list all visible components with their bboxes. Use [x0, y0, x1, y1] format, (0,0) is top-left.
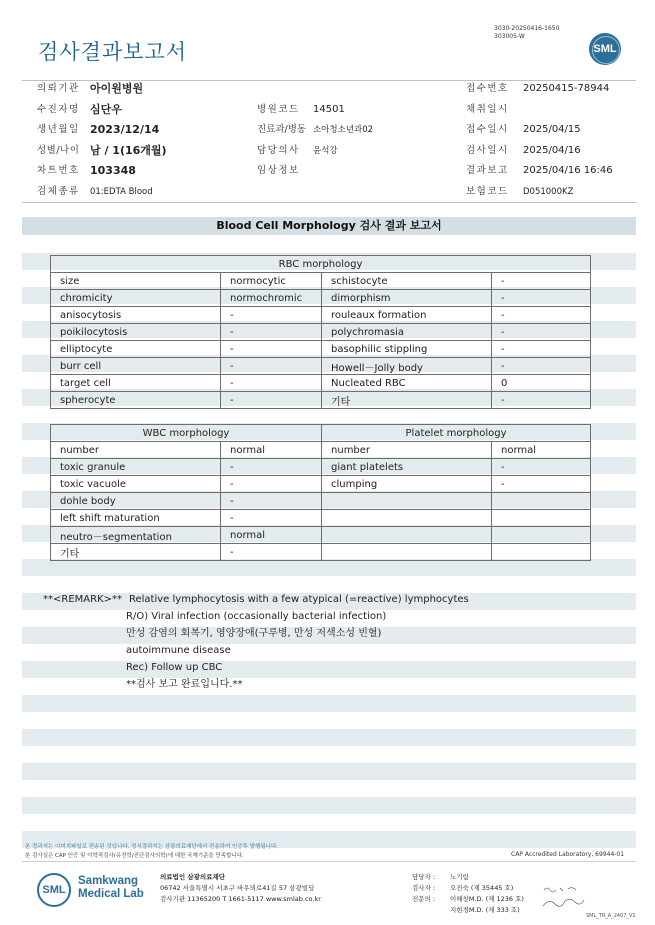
table-cell: - — [221, 459, 322, 476]
table-row — [51, 392, 591, 409]
footer-notice: 본 결과지는 이미지파일로 전송된 것입니다. 정식결과지는 삼광의료재단에서 전송하여 인증후 발행됩니다. — [25, 844, 279, 850]
document-code — [494, 25, 559, 41]
table-cell: - — [492, 341, 591, 358]
table-cell: size — [51, 273, 221, 290]
table-row — [51, 324, 591, 341]
table-cell — [322, 493, 492, 510]
table-cell: poikilocytosis — [51, 324, 221, 341]
remark-line: R/O) Viral infection (occasionally bacterial infection) — [126, 611, 387, 622]
value-specimen-type: 01:EDTA Blood — [90, 187, 153, 197]
table-cell: 기타 — [51, 544, 221, 561]
value-chart-number: 103348 — [90, 164, 136, 177]
value-birth-date: 2023/12/14 — [90, 123, 160, 136]
rbc-table-header: RBC morphology — [51, 256, 591, 273]
rbc-morphology-table — [50, 255, 591, 409]
info-row-4 — [0, 141, 655, 161]
remark-line: Rec) Follow up CBC — [126, 662, 223, 673]
value-department: 소아청소년과02 — [313, 125, 374, 135]
table-cell: dimorphism — [322, 290, 492, 307]
stripe — [22, 763, 636, 780]
remark-line: 만성 감염의 회복기, 영양장애(구루병, 만성 저색소성 빈혈) — [126, 628, 382, 639]
stripe — [22, 797, 636, 814]
table-cell: - — [221, 358, 322, 375]
remark-line: **검사 보고 완료입니다.** — [126, 679, 243, 690]
signatory-label: 전문의 : — [412, 895, 436, 903]
table-cell: - — [221, 324, 322, 341]
table-cell: neutro－segmentation — [51, 527, 221, 544]
label-result-report: 결과보고 — [466, 165, 509, 176]
table-cell: - — [221, 510, 322, 527]
label-sex-age: 성별/나이 — [37, 145, 80, 156]
stripe — [22, 695, 636, 712]
table-row — [51, 358, 591, 375]
table-cell: dohle body — [51, 493, 221, 510]
sml-logo-badge: SML — [589, 33, 621, 65]
table-cell: - — [492, 273, 591, 290]
wbc-table-header: WBC morphology — [51, 425, 322, 442]
table-row — [51, 510, 591, 527]
document-code-line1: 3030-20250416-1650 — [494, 25, 560, 32]
info-row-2 — [0, 100, 655, 120]
label-specimen-type: 검체종류 — [37, 186, 80, 197]
signatory-label: 담당자 : — [412, 873, 436, 881]
remark-line: Relative lymphocytosis with a few atypical (=reactive) lymphocytes — [129, 594, 469, 605]
table-cell: target cell — [51, 375, 221, 392]
address-line: 06742 서울특별시 서초구 바우뫼로41길 57 삼광빌딩 — [160, 884, 315, 892]
remark-line: autoimmune disease — [126, 645, 231, 656]
stripe — [22, 729, 636, 746]
table-cell: chromicity — [51, 290, 221, 307]
signatory-name: 이해창M.D. (제 1236 호) — [450, 895, 524, 903]
table-cell: - — [221, 307, 322, 324]
document-title: 검사결과보고서 — [38, 40, 188, 64]
form-code: SML_TR_A_2407_V1 — [586, 913, 636, 919]
table-row — [51, 476, 591, 493]
label-receipt-number: 접수번호 — [466, 83, 509, 94]
table-cell: normochromic — [221, 290, 322, 307]
table-cell — [322, 527, 492, 544]
table-cell: - — [221, 375, 322, 392]
table-cell: number — [51, 442, 221, 459]
table-cell: normocytic — [221, 273, 322, 290]
address-line: 의료법인 삼광의료재단 — [160, 873, 226, 881]
table-row — [51, 375, 591, 392]
table-cell: basophilic stippling — [322, 341, 492, 358]
value-result-report: 2025/04/16 16:46 — [523, 165, 613, 176]
label-test-datetime: 검사일시 — [466, 145, 509, 156]
table-cell — [492, 544, 591, 561]
value-insurance-code: D051000KZ — [523, 187, 574, 197]
table-cell: polychromasia — [322, 324, 492, 341]
signatory-name: 지현경M.D. (제 333 호) — [450, 906, 520, 914]
table-row — [51, 527, 591, 544]
table-cell: rouleaux formation — [322, 307, 492, 324]
table-cell: Howell－Jolly body — [322, 358, 492, 375]
info-row-1 — [0, 79, 655, 99]
table-cell: schistocyte — [322, 273, 492, 290]
signatory-name: 노기림 — [450, 873, 469, 881]
table-cell — [492, 493, 591, 510]
platelet-table-header: Platelet morphology — [322, 425, 591, 442]
cap-accreditation: CAP Accredited Laboratory, 69944-01 — [511, 851, 625, 858]
table-cell: left shift maturation — [51, 510, 221, 527]
table-cell: - — [492, 358, 591, 375]
remark-label: **<REMARK>** — [43, 594, 122, 605]
table-row — [51, 544, 591, 561]
sml-footer-logo: SML — [37, 873, 71, 907]
value-sex-age: 남 / 1(16개월) — [90, 144, 167, 157]
table-cell: - — [221, 493, 322, 510]
table-cell: normal — [221, 527, 322, 544]
table-cell: toxic vacuole — [51, 476, 221, 493]
table-cell: - — [221, 544, 322, 561]
table-row — [51, 459, 591, 476]
stripe — [22, 559, 636, 576]
label-insurance-code: 보험코드 — [466, 186, 509, 197]
table-cell: Nucleated RBC — [322, 375, 492, 392]
label-hospital-code: 병원코드 — [257, 104, 300, 115]
info-row-6 — [0, 182, 655, 202]
wbc-platelet-morphology-table — [50, 424, 591, 561]
value-hospital-code: 14501 — [313, 104, 345, 115]
table-row — [51, 493, 591, 510]
table-cell: 기타 — [322, 392, 492, 409]
label-department: 진료과/병동 — [257, 124, 307, 135]
divider — [22, 202, 636, 203]
table-cell: - — [492, 324, 591, 341]
value-patient-name: 심단우 — [90, 103, 122, 116]
table-cell: anisocytosis — [51, 307, 221, 324]
table-cell — [322, 510, 492, 527]
table-cell: normal — [221, 442, 322, 459]
handwritten-signature-icon — [540, 882, 590, 912]
label-receipt-datetime: 접수일시 — [466, 124, 509, 135]
label-attending-doctor: 담당의사 — [257, 145, 300, 156]
table-cell: - — [492, 459, 591, 476]
brand-line: Medical Lab — [78, 888, 144, 900]
footer-address — [160, 872, 321, 905]
table-row — [51, 442, 591, 459]
table-row — [51, 307, 591, 324]
table-row — [51, 273, 591, 290]
table-cell: burr cell — [51, 358, 221, 375]
table-row — [51, 341, 591, 358]
label-patient-name: 수진자명 — [37, 104, 80, 115]
value-test-datetime: 2025/04/16 — [523, 145, 581, 156]
table-cell: elliptocyte — [51, 341, 221, 358]
table-row — [51, 290, 591, 307]
table-cell: spherocyte — [51, 392, 221, 409]
table-cell: - — [492, 476, 591, 493]
report-title: Blood Cell Morphology 검사 결과 보고서 — [22, 217, 636, 235]
table-cell: - — [221, 476, 322, 493]
label-collection-datetime: 채취일시 — [466, 104, 509, 115]
stripe — [22, 661, 636, 678]
value-requesting-institution: 아이원병원 — [90, 82, 144, 95]
footer-notice: 본 검사실은 CAP 인증 및 이학적검사(유전학/진단검사의학)에 대한 국제기준을 만족합니다. — [25, 853, 244, 859]
table-cell — [322, 544, 492, 561]
label-birth-date: 생년월일 — [37, 124, 80, 135]
table-cell: - — [221, 392, 322, 409]
table-cell: number — [322, 442, 492, 459]
address-line: 검사기관 11365200 T 1661-5117 www.smlab.co.kr — [160, 895, 321, 903]
brand-line: Samkwang — [78, 875, 139, 887]
table-cell: - — [492, 392, 591, 409]
signatory-name: 오진숙 (제 35445 호) — [450, 884, 514, 892]
value-receipt-datetime: 2025/04/15 — [523, 124, 581, 135]
table-cell: 0 — [492, 375, 591, 392]
table-cell: - — [492, 307, 591, 324]
table-cell: toxic granule — [51, 459, 221, 476]
table-cell: - — [221, 341, 322, 358]
table-cell: clumping — [322, 476, 492, 493]
value-attending-doctor: 윤석강 — [313, 146, 338, 156]
label-clinical-info: 임상정보 — [257, 165, 300, 176]
footer-brand — [78, 875, 144, 901]
signatory-label: 검사자 : — [412, 884, 436, 892]
document-code-line2: 303005-W — [494, 33, 525, 40]
table-cell — [492, 527, 591, 544]
info-row-5 — [0, 161, 655, 181]
label-chart-number: 차트번호 — [37, 165, 80, 176]
table-cell: - — [492, 290, 591, 307]
table-cell: giant platelets — [322, 459, 492, 476]
divider — [22, 861, 636, 862]
info-row-3 — [0, 120, 655, 140]
label-requesting-institution: 의뢰기관 — [37, 83, 80, 94]
table-cell: normal — [492, 442, 591, 459]
table-cell — [492, 510, 591, 527]
value-receipt-number: 20250415-78944 — [523, 83, 610, 94]
